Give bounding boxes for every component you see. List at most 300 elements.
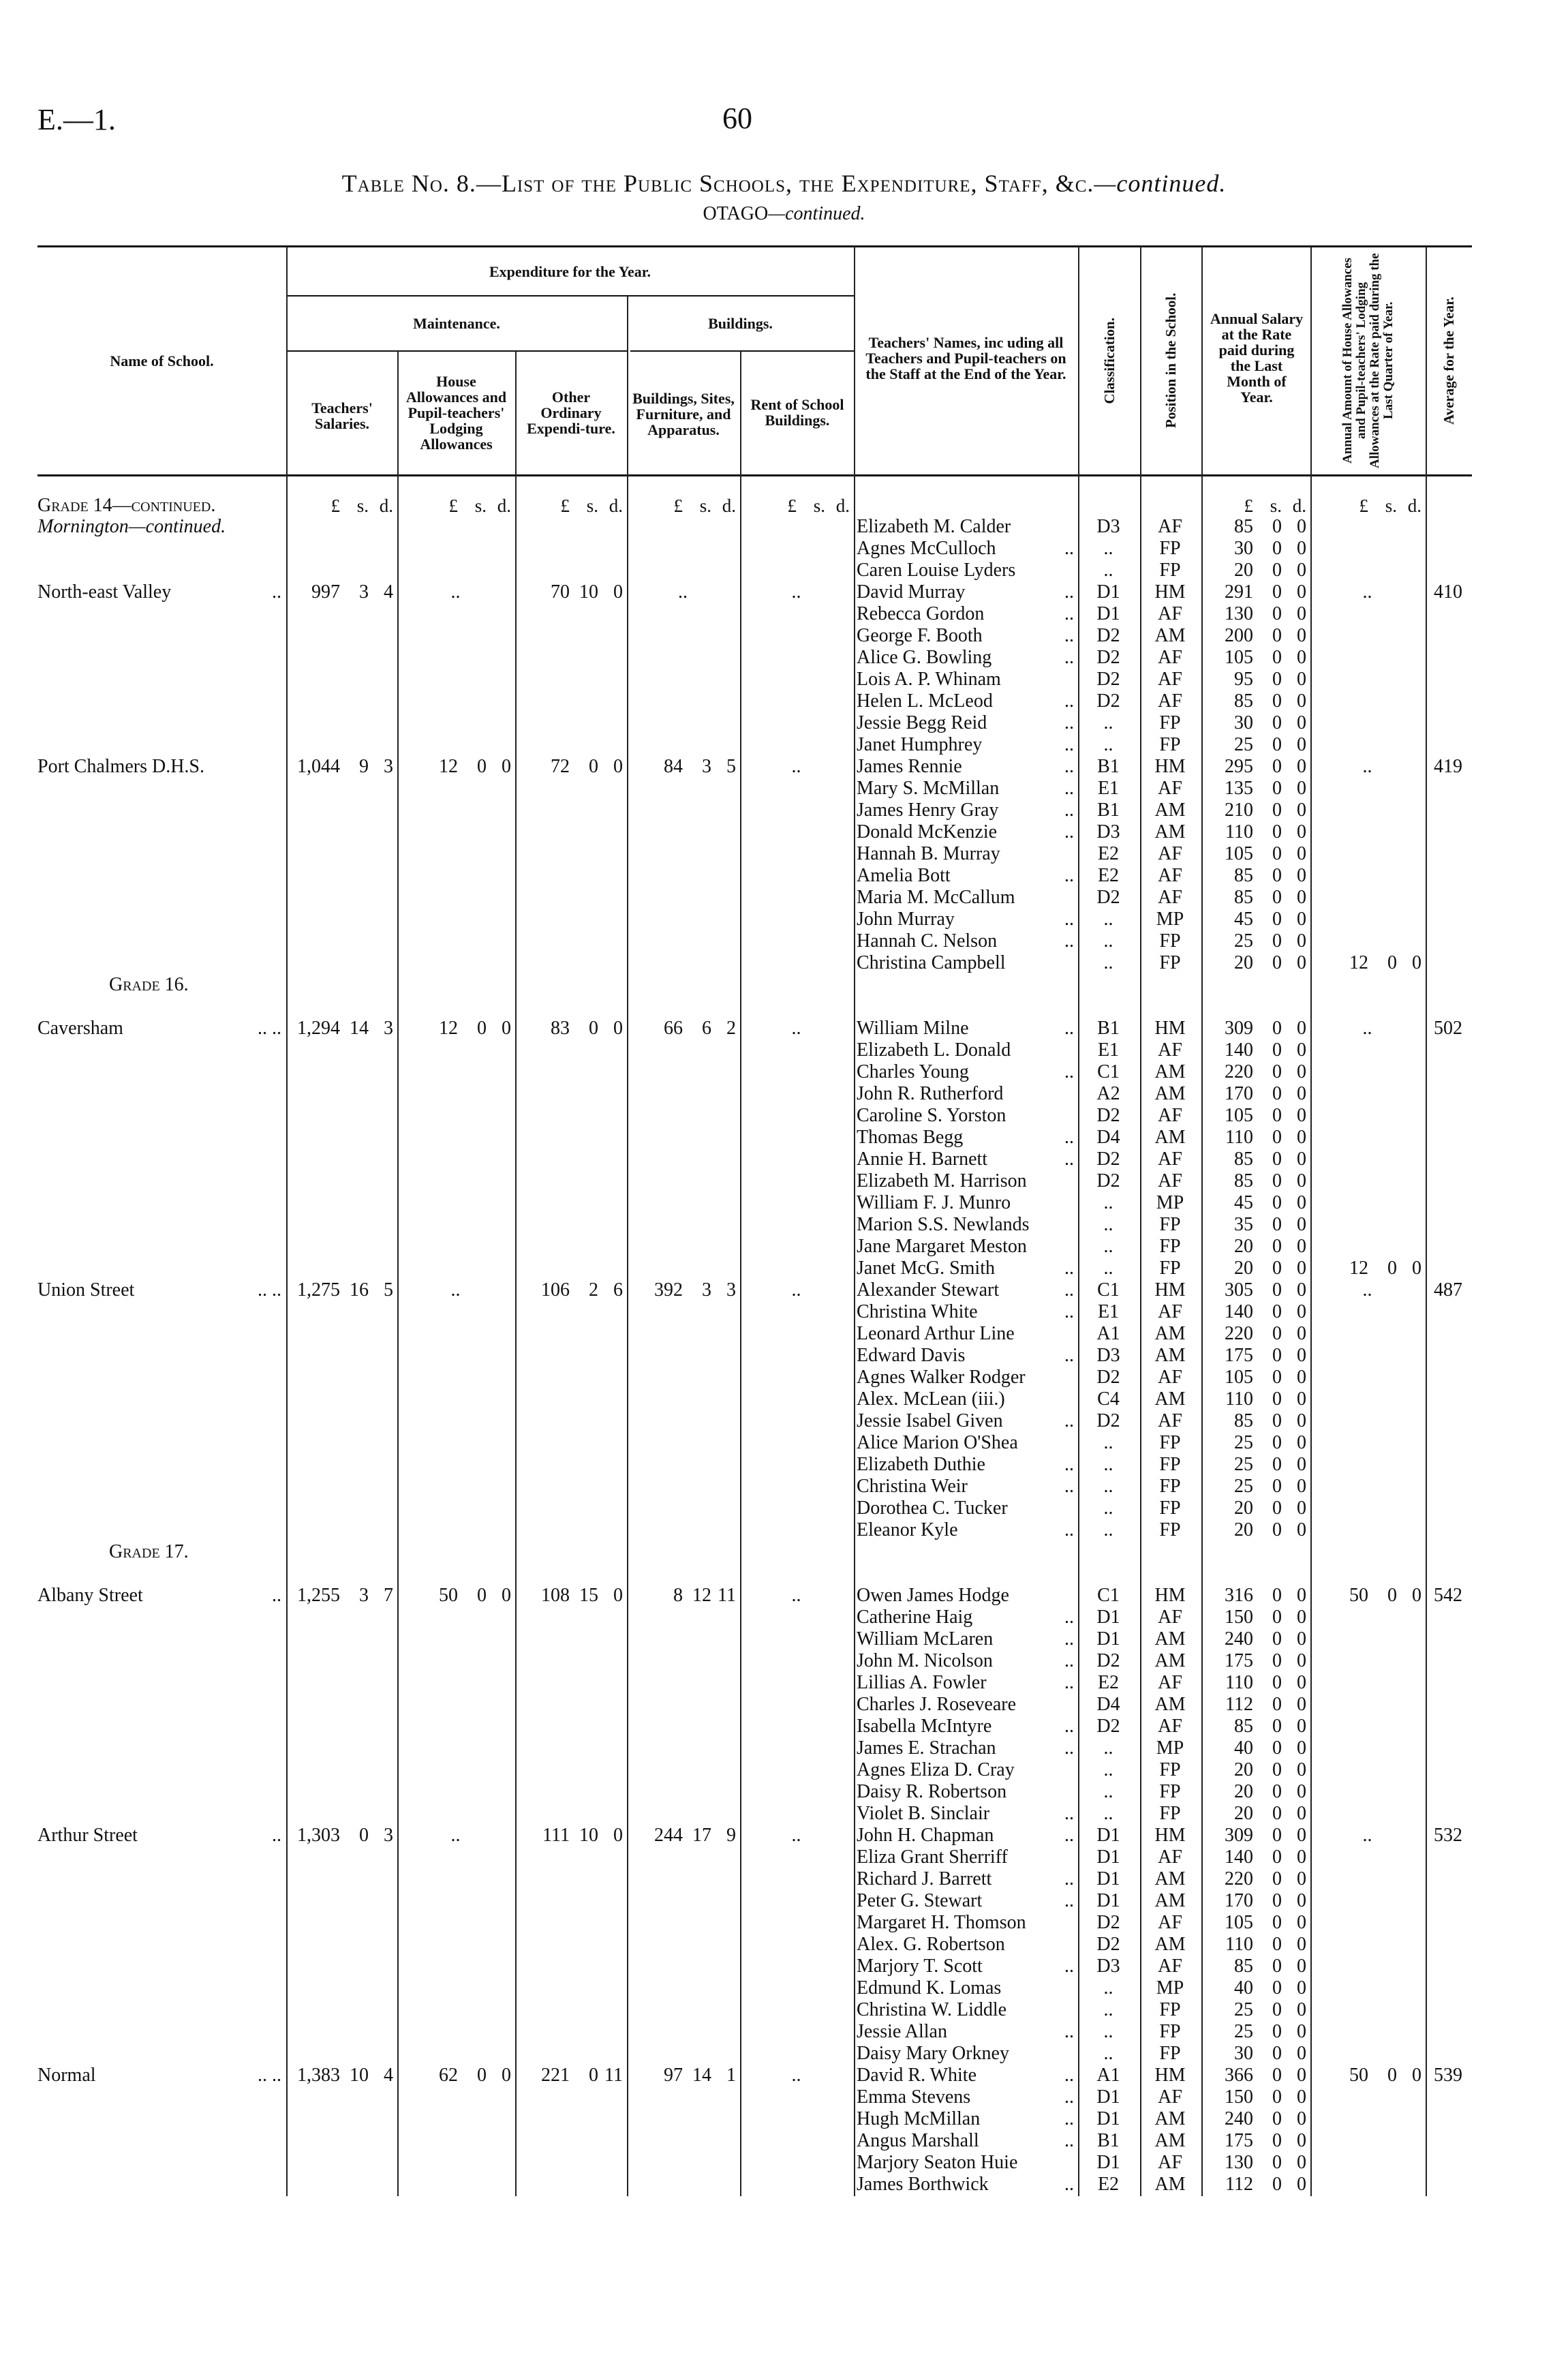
classification: D1	[1096, 1628, 1120, 1650]
name-text: Eleanor Kyle	[857, 1519, 958, 1540]
grade-heading: Grade 16.	[109, 974, 189, 995]
classification: D2	[1096, 887, 1120, 908]
classification: D1	[1096, 2152, 1120, 2173]
annual-salary-pounds: 316	[1225, 1585, 1253, 1606]
annual-salary-pence: 0	[1297, 1476, 1306, 1497]
buildings-expenditure	[630, 1018, 736, 1039]
name-text: Janet Humphrey	[857, 734, 983, 755]
annual-salary	[1204, 800, 1306, 821]
table-row	[0, 1367, 1568, 1388]
classification: ..	[1103, 2043, 1113, 2064]
annual-salary-pounds: 20	[1234, 1236, 1253, 1257]
buildings-expenditure	[630, 1585, 736, 1607]
annual-salary-pence: 0	[1297, 1301, 1306, 1322]
name-text: Owen James Hodge	[857, 1585, 1009, 1606]
classification: B1	[1097, 1018, 1120, 1039]
teacher-name	[857, 1149, 1074, 1170]
annual-salary-pence: 0	[1297, 560, 1306, 581]
classification: ..	[1103, 1236, 1113, 1257]
annual-salary-pounds: 105	[1225, 647, 1253, 668]
teacher-name	[857, 1454, 1074, 1476]
classification: B1	[1097, 756, 1120, 777]
leader-dots: ..	[1064, 1127, 1074, 1148]
annual-salary-pounds: 85	[1234, 1170, 1253, 1191]
position: FP	[1159, 734, 1181, 755]
table-row	[0, 974, 1568, 996]
header-classification	[1078, 247, 1140, 474]
annual-salary-shillings: 0	[1272, 2174, 1282, 2195]
name-text: Alice G. Bowling	[857, 647, 992, 668]
name-text: Jessie Begg Reid	[857, 712, 987, 733]
leader-dots: ..	[1064, 756, 1074, 777]
annual-salary-shillings: 0	[1272, 1825, 1282, 1846]
teacher-name	[857, 2043, 1074, 2065]
teachers-salaries-pence: 4	[384, 2065, 393, 2086]
position: FP	[1159, 2043, 1181, 2064]
teachers-salaries	[289, 1018, 393, 1039]
table-row	[0, 1149, 1568, 1170]
annual-salary-pence: 0	[1297, 1236, 1306, 1257]
annual-salary-pence: 0	[1297, 909, 1306, 930]
classification: ..	[1103, 1498, 1113, 1519]
leader-dots: ..	[1064, 690, 1074, 712]
annual-salary-pence: 0	[1297, 1759, 1306, 1780]
classification: D2	[1096, 1367, 1120, 1388]
name-text: Dorothea C. Tucker	[857, 1498, 1008, 1519]
annual-salary-pence: 0	[1297, 930, 1306, 952]
teacher-name	[857, 1061, 1074, 1083]
classification: D3	[1096, 1956, 1120, 1977]
leader-dots: ..	[1064, 2174, 1074, 2195]
annual-salary-shillings: 0	[1272, 1890, 1282, 1911]
name-text: Christina W. Liddle	[857, 1999, 1007, 2020]
position: AF	[1158, 1847, 1182, 1868]
house-allowances-pence: 0	[502, 756, 511, 777]
annual-salary-pounds: 20	[1234, 1759, 1253, 1780]
classification: D1	[1096, 1607, 1120, 1628]
classification: D1	[1096, 2086, 1120, 2108]
leader-dots: ..	[1064, 800, 1074, 821]
annual-salary	[1204, 1628, 1306, 1650]
annual-salary-pounds: 85	[1234, 1410, 1253, 1431]
teacher-name	[857, 1868, 1074, 1890]
teacher-name	[857, 516, 1074, 538]
header-house-allowances: House Allowances and Pupil-teachers' Lodging Allowances	[405, 372, 507, 453]
annual-salary-pence: 0	[1297, 2152, 1306, 2173]
position: AF	[1158, 887, 1182, 908]
average-attendance: 542	[1434, 1585, 1462, 1606]
classification: ..	[1103, 734, 1113, 755]
annual-salary-pounds: 25	[1234, 1999, 1253, 2020]
annual-salary-pounds: 25	[1234, 1454, 1253, 1475]
header-teachers-names: Teachers' Names, inc uding all Teachers and Pupil-teachers on the Staff at the End of the Year.	[865, 333, 1066, 382]
name-text: Port Chalmers D.H.S.	[37, 756, 204, 777]
annual-salary-shillings: 0	[1272, 2065, 1282, 2086]
shilling-unit: s.	[586, 496, 598, 516]
table-row	[0, 952, 1568, 974]
annual-salary-pounds: 35	[1234, 1214, 1253, 1235]
annual-salary-pounds: 85	[1234, 1956, 1253, 1977]
other-expenditure	[518, 581, 623, 603]
leader-dots: ..	[1064, 1825, 1074, 1846]
table-title-main: —List of the Public Schools, the Expenditure, Staff, &c.	[476, 170, 1094, 197]
position: AF	[1158, 1039, 1182, 1061]
house-allowances: ..	[450, 1825, 461, 1846]
annual-allowance-pounds: 50	[1349, 1585, 1368, 1606]
teachers-salaries	[289, 1585, 393, 1607]
annual-salary-pence: 0	[1297, 2021, 1306, 2042]
annual-salary-pence: 0	[1297, 690, 1306, 712]
position: AF	[1158, 1170, 1182, 1191]
position: AF	[1158, 690, 1182, 712]
annual-salary-pounds: 20	[1234, 1498, 1253, 1519]
rent-expenditure: ..	[791, 1585, 801, 1606]
leader-dots: ..	[1064, 1454, 1074, 1475]
classification: ..	[1103, 1519, 1113, 1540]
classification: C1	[1097, 1585, 1120, 1606]
annual-salary-pence: 0	[1297, 712, 1306, 733]
units-header	[400, 495, 511, 517]
annual-allowance-shillings: 0	[1387, 952, 1397, 973]
teachers-salaries-pounds: 1,383	[297, 2065, 340, 2086]
table-row	[0, 625, 1568, 647]
teacher-name	[857, 1607, 1074, 1628]
annual-salary-pounds: 295	[1225, 756, 1253, 777]
teachers-salaries-pounds: 997	[311, 581, 340, 603]
position: FP	[1159, 1781, 1181, 1802]
annual-salary-pence: 0	[1297, 625, 1306, 646]
annual-salary	[1204, 887, 1306, 909]
position: FP	[1159, 1476, 1181, 1497]
annual-salary-pence: 0	[1297, 1803, 1306, 1824]
annual-salary-shillings: 0	[1272, 930, 1282, 952]
annual-salary-pounds: 20	[1234, 1803, 1253, 1824]
position: AF	[1158, 1672, 1182, 1693]
school-name	[37, 1018, 281, 1039]
leader-dots: ..	[1064, 1803, 1074, 1824]
name-text: Jessie Isabel Given	[857, 1410, 1003, 1431]
annual-salary-pence: 0	[1297, 2043, 1306, 2064]
teachers-salaries-shillings: 9	[359, 756, 369, 777]
annual-salary-shillings: 0	[1272, 865, 1282, 886]
annual-salary-shillings: 0	[1272, 516, 1282, 537]
classification: ..	[1103, 1258, 1113, 1279]
teacher-name	[857, 2065, 1074, 2086]
other-expenditure-pence: 6	[613, 1279, 623, 1301]
table-row	[0, 1018, 1568, 1039]
annual-salary-shillings: 0	[1272, 1258, 1282, 1279]
position: AF	[1158, 647, 1182, 668]
house-allowances-pounds: 12	[439, 1018, 458, 1039]
annual-salary-shillings: 0	[1272, 1759, 1282, 1780]
annual-salary	[1204, 581, 1306, 603]
leader-dots: ..	[1064, 1149, 1074, 1170]
classification: ..	[1103, 1803, 1113, 1824]
annual-salary-pounds: 140	[1225, 1039, 1253, 1061]
annual-salary-pence: 0	[1297, 821, 1306, 842]
name-text: Caren Louise Lyders	[857, 560, 1016, 581]
position: FP	[1159, 930, 1181, 952]
table-row	[0, 1759, 1568, 1781]
table-row	[0, 1977, 1568, 1999]
annual-salary-shillings: 0	[1272, 1585, 1282, 1606]
name-text: John M. Nicolson	[857, 1650, 993, 1671]
annual-salary-pence: 0	[1297, 887, 1306, 908]
teachers-salaries-shillings: 0	[359, 1825, 369, 1846]
name-text: Richard J. Barrett	[857, 1868, 992, 1889]
buildings-expenditure-shillings: 12	[692, 1585, 711, 1606]
classification: D2	[1096, 690, 1120, 712]
table-row	[0, 2086, 1568, 2108]
annual-salary-shillings: 0	[1272, 843, 1282, 864]
header-other-ordinary: Other Ordinary Expendi-ture.	[527, 388, 615, 437]
annual-salary-shillings: 0	[1272, 2130, 1282, 2151]
teacher-name	[857, 1737, 1074, 1759]
table-row	[0, 2065, 1568, 2086]
position: MP	[1156, 1977, 1184, 1999]
school-name	[37, 2065, 281, 2086]
annual-salary	[1204, 2130, 1306, 2152]
position: AM	[1154, 1628, 1186, 1650]
leader-dots: ..	[1064, 930, 1074, 952]
buildings-expenditure-pence: 2	[726, 1018, 736, 1039]
shilling-unit: s.	[699, 496, 711, 516]
annual-salary	[1204, 1367, 1306, 1388]
annual-salary	[1204, 1498, 1306, 1519]
classification: ..	[1103, 560, 1113, 581]
annual-salary	[1204, 865, 1306, 887]
annual-salary-pounds: 45	[1234, 909, 1253, 930]
annual-salary-pounds: 85	[1234, 690, 1253, 712]
pound-unit: £	[330, 496, 340, 516]
annual-salary	[1204, 1149, 1306, 1170]
annual-salary-shillings: 0	[1272, 1170, 1282, 1191]
annual-allowance-pounds: 12	[1349, 1258, 1368, 1279]
buildings-expenditure-pence: 1	[726, 2065, 736, 2086]
table-row	[0, 1345, 1568, 1367]
teacher-name	[857, 2130, 1074, 2152]
teacher-name	[857, 1934, 1074, 1956]
name-text: Marjory Seaton Huie	[857, 2152, 1018, 2173]
annual-salary-shillings: 0	[1272, 1279, 1282, 1301]
annual-salary-pounds: 30	[1234, 712, 1253, 733]
teacher-name	[857, 1388, 1074, 1410]
position: AM	[1154, 821, 1186, 842]
annual-salary-shillings: 0	[1272, 581, 1282, 603]
classification: E2	[1097, 843, 1120, 864]
teacher-name	[857, 887, 1074, 909]
name-text: William F. J. Munro	[857, 1192, 1011, 1213]
leader-dots: ..	[1064, 1279, 1074, 1301]
house-allowances-pence: 0	[502, 1018, 511, 1039]
annual-salary-shillings: 0	[1272, 1105, 1282, 1126]
position: AF	[1158, 1607, 1182, 1628]
teacher-name	[857, 1367, 1074, 1388]
annual-salary-shillings: 0	[1272, 1083, 1282, 1104]
annual-salary-shillings: 0	[1272, 1345, 1282, 1366]
annual-salary	[1204, 1192, 1306, 1214]
position: AF	[1158, 669, 1182, 690]
annual-salary-shillings: 0	[1272, 1956, 1282, 1977]
annual-salary-pounds: 110	[1225, 1127, 1253, 1148]
annual-salary-shillings: 0	[1272, 690, 1282, 712]
annual-salary	[1204, 1083, 1306, 1105]
classification: D2	[1096, 1149, 1120, 1170]
position: HM	[1154, 1825, 1186, 1846]
classification: D2	[1096, 669, 1120, 690]
annual-salary-pence: 0	[1297, 1847, 1306, 1868]
other-expenditure-pence: 0	[613, 581, 623, 603]
table-row	[0, 1541, 1568, 1563]
annual-salary-pounds: 305	[1225, 1279, 1253, 1301]
annual-salary	[1204, 1061, 1306, 1083]
classification: D4	[1096, 1127, 1120, 1148]
other-expenditure-pounds: 83	[551, 1018, 570, 1039]
annual-salary-shillings: 0	[1272, 1912, 1282, 1933]
name-text: Peter G. Stewart	[857, 1890, 983, 1911]
name-text: Charles Young	[857, 1061, 969, 1082]
teacher-name	[857, 952, 1074, 974]
name-text: Daisy R. Robertson	[857, 1781, 1007, 1802]
annual-salary-pounds: 25	[1234, 2021, 1253, 2042]
position: FP	[1159, 1759, 1181, 1780]
annual-salary-pounds: 105	[1225, 843, 1253, 864]
annual-salary	[1204, 2021, 1306, 2043]
buildings-expenditure-pounds: 244	[654, 1825, 683, 1846]
school-name-text: Mornington—continued.	[37, 516, 226, 537]
annual-salary-pounds: 130	[1225, 2152, 1253, 2173]
teacher-name	[857, 930, 1074, 952]
annual-salary-pence: 0	[1297, 1781, 1306, 1802]
name-text: Elizabeth L. Donald	[857, 1039, 1011, 1061]
name-text: Hannah B. Murray	[857, 843, 1000, 864]
classification: E1	[1097, 778, 1120, 799]
position: FP	[1159, 1236, 1181, 1257]
position: AF	[1158, 1716, 1182, 1737]
teacher-name	[857, 1585, 1074, 1607]
annual-salary	[1204, 1236, 1306, 1258]
buildings-expenditure	[630, 2065, 736, 2086]
annual-salary-pounds: 30	[1234, 538, 1253, 559]
teacher-name	[857, 1781, 1074, 1803]
classification: ..	[1103, 1977, 1113, 1999]
buildings-expenditure-pence: 11	[718, 1585, 736, 1606]
teacher-name	[857, 1519, 1074, 1541]
teachers-salaries	[289, 1279, 393, 1301]
house-allowances	[400, 1585, 511, 1607]
annual-salary	[1204, 690, 1306, 712]
annual-salary-pence: 0	[1297, 516, 1306, 537]
annual-salary	[1204, 1432, 1306, 1454]
header-expenditure: Expenditure for the Year.	[489, 262, 651, 280]
leader-dots: .. ..	[258, 1018, 281, 1039]
name-text: Elizabeth M. Harrison	[857, 1170, 1027, 1191]
teacher-name	[857, 1192, 1074, 1214]
position: FP	[1159, 1519, 1181, 1540]
name-text: Jane Margaret Meston	[857, 1236, 1027, 1257]
annual-salary-shillings: 0	[1272, 1934, 1282, 1955]
classification: D2	[1096, 1105, 1120, 1126]
classification: D2	[1096, 647, 1120, 668]
other-expenditure	[518, 1279, 623, 1301]
teacher-name	[857, 800, 1074, 821]
classification: D1	[1096, 1868, 1120, 1889]
table-row	[0, 2174, 1568, 2196]
annual-salary-pence: 0	[1297, 1279, 1306, 1301]
annual-salary-pounds: 220	[1225, 1323, 1253, 1344]
annual-salary	[1204, 734, 1306, 756]
annual-salary-pence: 0	[1297, 1868, 1306, 1889]
table-row	[0, 1279, 1568, 1301]
table-row	[0, 1999, 1568, 2021]
pence-unit: d.	[1407, 496, 1421, 516]
buildings-expenditure-pounds: 392	[654, 1279, 683, 1301]
pound-unit: £	[448, 496, 458, 516]
teachers-salaries-pence: 5	[384, 1279, 393, 1301]
other-expenditure-pence: 11	[604, 2065, 623, 2086]
name-text: James E. Strachan	[857, 1737, 996, 1759]
buildings-expenditure-pounds: 66	[664, 1018, 683, 1039]
pence-unit: d.	[497, 496, 511, 516]
position: AF	[1158, 1956, 1182, 1977]
annual-salary	[1204, 2043, 1306, 2065]
leader-dots: ..	[1064, 1410, 1074, 1431]
annual-salary-pence: 0	[1297, 1039, 1306, 1061]
annual-salary-pence: 0	[1297, 1999, 1306, 2020]
position: HM	[1154, 756, 1186, 777]
name-text: Alexander Stewart	[857, 1279, 1000, 1301]
position: AM	[1154, 2130, 1186, 2151]
other-expenditure	[518, 1825, 623, 1847]
annual-salary	[1204, 1018, 1306, 1039]
position: MP	[1156, 1192, 1184, 1213]
name-text: Daisy Mary Orkney	[857, 2043, 1009, 2064]
name-text: Donald McKenzie	[857, 821, 998, 842]
other-expenditure	[518, 756, 623, 778]
annual-salary-pounds: 112	[1225, 2174, 1253, 2195]
header-teachers-salaries: Teachers' Salaries.	[311, 399, 373, 432]
teachers-salaries-pounds: 1,255	[297, 1585, 340, 1606]
table-row	[0, 843, 1568, 865]
buildings-rule	[630, 350, 854, 352]
teacher-name	[857, 1170, 1074, 1192]
table-row	[0, 1737, 1568, 1759]
leader-dots: ..	[1064, 2130, 1074, 2151]
classification: D3	[1096, 516, 1120, 537]
teacher-name	[857, 1476, 1074, 1498]
annual-salary-pence: 0	[1297, 1737, 1306, 1759]
teacher-name	[857, 1890, 1074, 1912]
leader-dots: ..	[272, 581, 281, 603]
buildings-expenditure	[630, 1279, 736, 1301]
classification: D2	[1096, 625, 1120, 646]
annual-salary-pence: 0	[1297, 1498, 1306, 1519]
name-text: John R. Rutherford	[857, 1083, 1004, 1104]
buildings-expenditure-pounds: 97	[664, 2065, 683, 2086]
shilling-unit: s.	[1270, 496, 1282, 516]
name-text: Amelia Bott	[857, 865, 951, 886]
table-row	[0, 1890, 1568, 1912]
table-row	[0, 1585, 1568, 1607]
name-text: Alex. McLean (iii.)	[857, 1388, 1005, 1410]
teacher-name	[857, 1345, 1074, 1367]
position: AF	[1158, 778, 1182, 799]
annual-salary-pence: 0	[1297, 1607, 1306, 1628]
classification: ..	[1103, 1214, 1113, 1235]
annual-salary-pence: 0	[1297, 1170, 1306, 1191]
table-row	[0, 865, 1568, 887]
teachers-salaries-shillings: 16	[350, 1279, 369, 1301]
